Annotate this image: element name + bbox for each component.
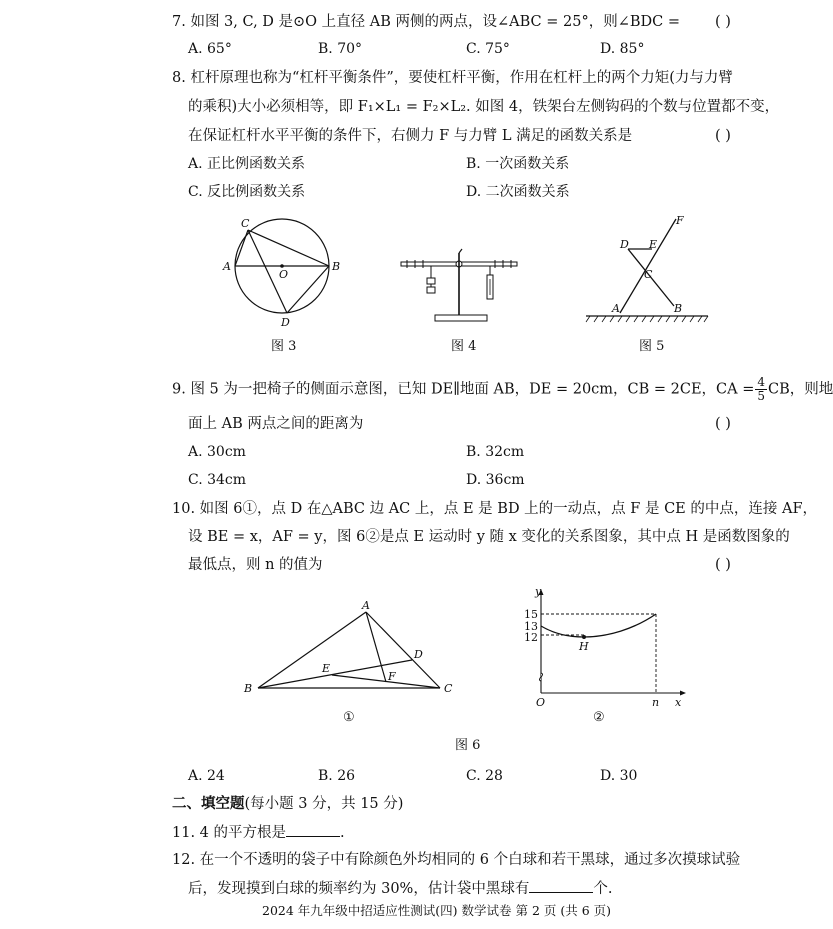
label-c: C (444, 682, 453, 695)
weight-left-1 (427, 278, 435, 284)
q7-stem: 7. 如图 3, C, D 是⊙O 上直径 AB 两侧的两点，设∠ABC = 25°，则∠BDC = (172, 14, 681, 30)
q9-option-b: B. 32cm (466, 444, 525, 460)
label-b: B (674, 302, 683, 315)
q9-line1 (172, 376, 833, 403)
q9-option-c: C. 34cm (188, 472, 247, 488)
label-y: y (535, 585, 542, 598)
fraction-denominator: 5 (757, 389, 766, 403)
figure-4-lever-diagram (395, 245, 525, 330)
label-d: D (414, 648, 423, 661)
q8-line1: 8. 杠杆原理也称为“杠杆平衡条件”，要使杠杆平衡，作用在杠杆上的两个力矩(力与力臂 (172, 70, 733, 86)
q10-line1: 10. 如图 6①，点 D 在△ABC 边 AC 上，点 E 是 BD 上的一动点，点 F 是 CE 的中点，连接 AF， (172, 501, 817, 517)
figure-5-chair-diagram (582, 212, 712, 327)
q11 (172, 822, 345, 843)
label-b: B (244, 682, 253, 695)
figure-5-caption: 图 5 (639, 339, 665, 354)
q12-line2-text: 后，发现摸到白球的频率约为 30%，估计袋中黑球有 (188, 881, 530, 897)
label-o: O (536, 696, 546, 709)
tick-12: 12 (524, 631, 538, 644)
label-c: C (644, 268, 653, 281)
q9-option-d: D. 36cm (466, 472, 525, 488)
label-x: x (675, 696, 682, 709)
q8-option-a: A. 正比例函数关系 (188, 156, 306, 172)
section-2-note: (每小题 3 分，共 15 分) (244, 796, 404, 812)
axis-break (540, 673, 543, 681)
label-e: E (322, 662, 331, 675)
figure-4-caption: 图 4 (451, 339, 477, 354)
label-d: D (620, 238, 629, 251)
q10-option-a: A. 24 (188, 768, 225, 784)
segment-cb (248, 230, 329, 266)
point-h (582, 635, 586, 639)
q10-option-c: C. 28 (466, 768, 503, 784)
weight-left-2 (427, 287, 435, 293)
figure-6-2-function-graph (522, 585, 687, 710)
figure-3-circle-diagram (215, 212, 345, 332)
q12-line2-tail: 个. (593, 881, 613, 897)
section-2-heading (172, 794, 403, 814)
q9-line1-text: 9. 图 5 为一把椅子的侧面示意图，已知 DE∥地面 AB，DE = 20cm，CB = 2CE，CA = (172, 381, 755, 398)
label-b: B (332, 260, 341, 273)
section-2-title: 二、填空题 (172, 795, 245, 812)
tick-13: 13 (524, 620, 538, 633)
q9-line2: 面上 AB 两点之间的距离为 (188, 416, 364, 432)
tick-15: 15 (524, 608, 538, 621)
q8-line2: 的乘积)大小必须相等，即 F₁×L₁ = F₂×L₂. 如图 4，铁架台左侧钩码的个数与位置都不变， (188, 99, 780, 115)
label-c: C (241, 217, 250, 230)
page-footer: 2024 年九年级中招适应性测试(四) 数学试卷 第 2 页 (共 6 页) (262, 903, 612, 918)
q8-line3: 在保证杠杆水平平衡的条件下，右侧力 F 与力臂 L 满足的函数关系是 (188, 128, 633, 144)
figure-6-caption: 图 6 (455, 738, 481, 753)
q11-answer-blank[interactable] (286, 822, 340, 837)
label-d: D (281, 316, 290, 329)
q7-option-c: C. 75° (466, 41, 510, 57)
q12-answer-blank[interactable] (529, 878, 593, 893)
q10-option-b: B. 26 (318, 768, 356, 784)
q8-option-c: C. 反比例函数关系 (188, 184, 306, 200)
q12-line2 (188, 878, 612, 899)
fraction-numerator: 4 (757, 375, 766, 389)
q7-option-b: B. 70° (318, 41, 363, 57)
stand-base (435, 315, 487, 321)
q10-answer-paren: ( ) (715, 557, 731, 573)
label-f: F (388, 670, 396, 683)
figure-6-sub2-label: ② (593, 710, 605, 725)
q9-option-a: A. 30cm (188, 444, 246, 460)
label-n: n (652, 696, 660, 709)
q8-option-b: B. 一次函数关系 (466, 156, 570, 172)
label-o: O (279, 268, 289, 281)
q11-tail: . (340, 825, 345, 841)
segment-ca (235, 230, 248, 266)
q11-text: 11. 4 的平方根是 (172, 825, 287, 841)
q10-option-d: D. 30 (600, 768, 638, 784)
figure-6-1-triangle-diagram (240, 600, 460, 700)
q9-fraction (755, 376, 767, 403)
figure-3-caption: 图 3 (271, 339, 297, 354)
q7-option-d: D. 85° (600, 41, 645, 57)
label-a: A (223, 260, 231, 273)
q9-line1-tail: CB，则地 (768, 381, 833, 398)
label-h: H (579, 640, 589, 653)
q7-option-a: A. 65° (188, 41, 232, 57)
q9-answer-paren: ( ) (715, 416, 731, 432)
q10-line2: 设 BE = x，AF = y，图 6②是点 E 运动时 y 随 x 变化的关系图象，其中点 H 是函数图象的 (188, 529, 790, 545)
figure-6-sub1-label: ① (343, 710, 355, 725)
q12-line1: 12. 在一个不透明的袋子中有除颜色外均相同的 6 个白球和若干黑球，通过多次摸球试验 (172, 852, 741, 868)
q8-answer-paren: ( ) (715, 128, 731, 144)
function-curve (541, 614, 656, 637)
q7-answer-paren: ( ) (715, 14, 731, 30)
q8-option-d: D. 二次函数关系 (466, 184, 570, 200)
q10-line3: 最低点，则 n 的值为 (188, 557, 323, 573)
label-f: F (676, 214, 684, 227)
label-a: A (612, 302, 620, 315)
label-a: A (362, 599, 370, 612)
label-e: E (649, 238, 658, 251)
